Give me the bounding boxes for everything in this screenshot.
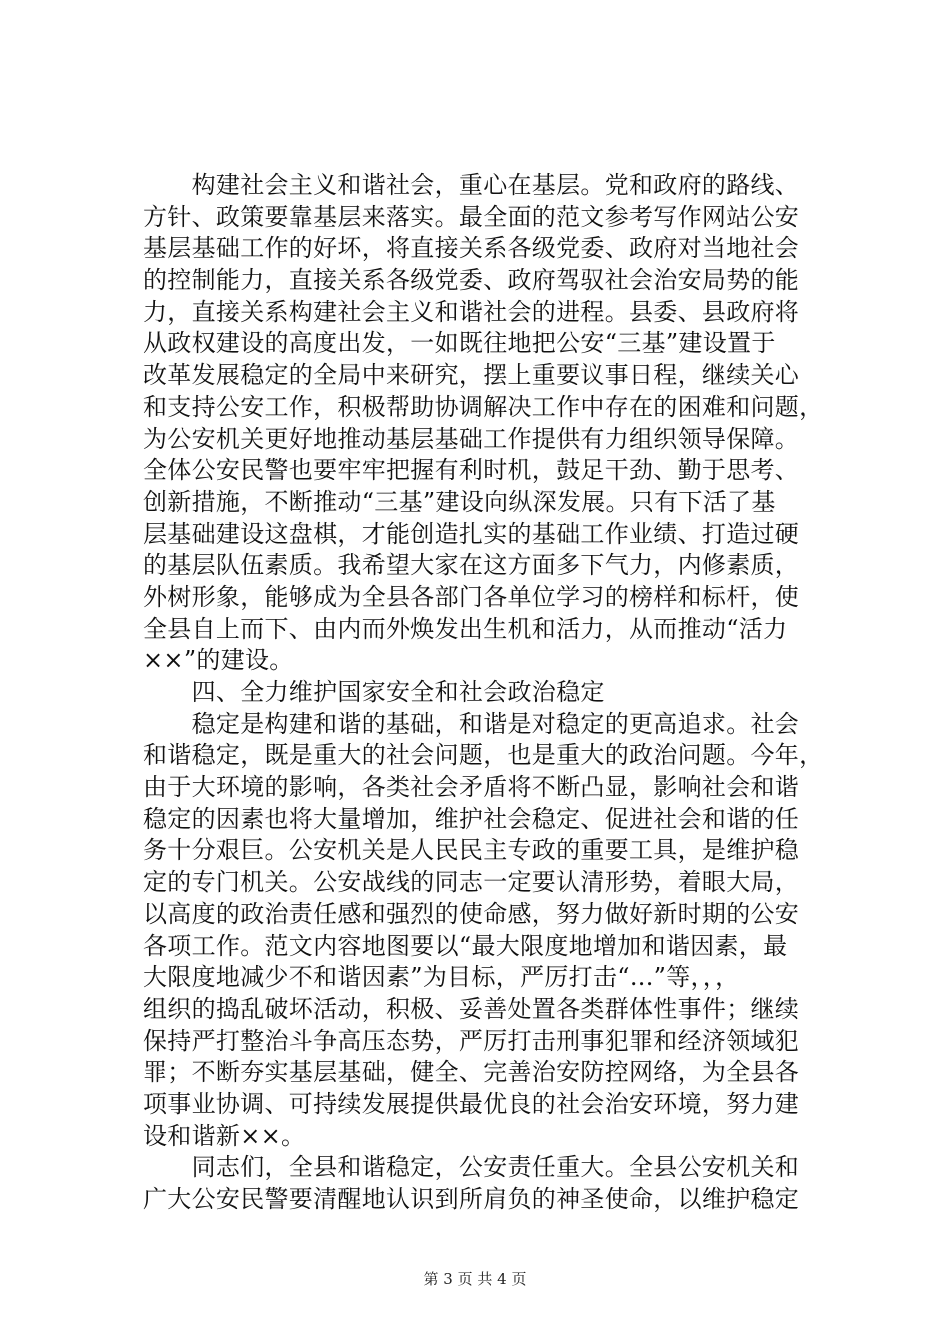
text-line: 大限度地减少不和谐因素”为目标，严厉打击“...”等，，，: [143, 963, 740, 992]
text-line: 力，直接关系构建社会主义和谐社会的进程。县委、县政府将: [143, 297, 800, 326]
page-number-footer: 第 3 页 共 4 页: [423, 1270, 527, 1288]
text-line: 以高度的政治责任感和强烈的使命感，努力做好新时期的公安: [143, 899, 800, 928]
text-line: 项事业协调、可持续发展提供最优良的社会治安环境，努力建: [143, 1089, 800, 1118]
text-line: 全县自上而下、由内而外焕发出生机和活力，从而推动“活力: [143, 614, 788, 643]
text-line: 定的专门机关。公安战线的同志一定要认清形势，着眼大局，: [143, 868, 800, 897]
text-line: 稳定的因素也将大量增加，维护社会稳定、促进社会和谐的任: [143, 804, 800, 833]
text-line: 为公安机关更好地推动基层基础工作提供有力组织领导保障。: [143, 424, 800, 453]
text-line: ××”的建设。: [143, 646, 294, 675]
text-line: 改革发展稳定的全局中来研究，摆上重要议事日程，继续关心: [143, 361, 800, 390]
text-line: 稳定是构建和谐的基础，和谐是对稳定的更高追求。社会: [143, 709, 800, 738]
text-line: 的基层队伍素质。我希望大家在这方面多下气力，内修素质，: [143, 551, 800, 580]
text-line: 广大公安民警要清醒地认识到所肩负的神圣使命，以维护稳定: [143, 1185, 800, 1213]
text-line: 和支持公安工作，积极帮助协调解决工作中存在的困难和问题，: [143, 392, 824, 421]
text-line: 保持严打整治斗争高压态势，严厉打击刑事犯罪和经济领域犯: [143, 1026, 800, 1055]
text-line: 务十分艰巨。公安机关是人民民主专政的重要工具，是维护稳: [143, 836, 800, 865]
text-line: 外树形象，能够成为全县各部门各单位学习的榜样和标杆，使: [143, 582, 800, 611]
text-line: 创新措施，不断推动“三基”建设向纵深发展。只有下活了基: [143, 487, 776, 516]
text-line: 方针、政策要靠基层来落实。最全面的范文参考写作网站公安: [143, 202, 800, 231]
text-line: 各项工作。范文内容地图要以“最大限度地增加和谐因素，最: [143, 931, 788, 960]
document-body: [143, 170, 833, 1216]
text-line: 构建社会主义和谐社会，重心在基层。党和政府的路线、: [143, 171, 800, 199]
text-line: 罪；不断夯实基层基础，健全、完善治安防控网络，为全县各: [143, 1058, 800, 1087]
text-line: 从政权建设的高度出发，一如既往地把公安“三基”建设置于: [143, 329, 776, 358]
section-heading: 四、全力维护国家安全和社会政治稳定: [143, 678, 605, 706]
text-line: 和谐稳定，既是重大的社会问题，也是重大的政治问题。今年，: [143, 741, 824, 770]
text-line: 层基础建设这盘棋，才能创造扎实的基础工作业绩、打造过硬: [143, 519, 800, 548]
text-line: 全体公安民警也要牢牢把握有利时机，鼓足干劲、勤于思考、: [143, 456, 800, 485]
text-line: 由于大环境的影响，各类社会矛盾将不断凸显，影响社会和谐: [143, 773, 800, 802]
text-line: 同志们，全县和谐稳定，公安责任重大。全县公安机关和: [143, 1153, 800, 1182]
text-line: 基层基础工作的好坏，将直接关系各级党委、政府对当地社会: [143, 234, 800, 263]
text-line: 的控制能力，直接关系各级党委、政府驾驭社会治安局势的能: [143, 266, 800, 295]
text-line: 设和谐新××。: [143, 1121, 306, 1150]
text-line: 组织的捣乱破坏活动，积极、妥善处置各类群体性事件；继续: [143, 994, 800, 1023]
